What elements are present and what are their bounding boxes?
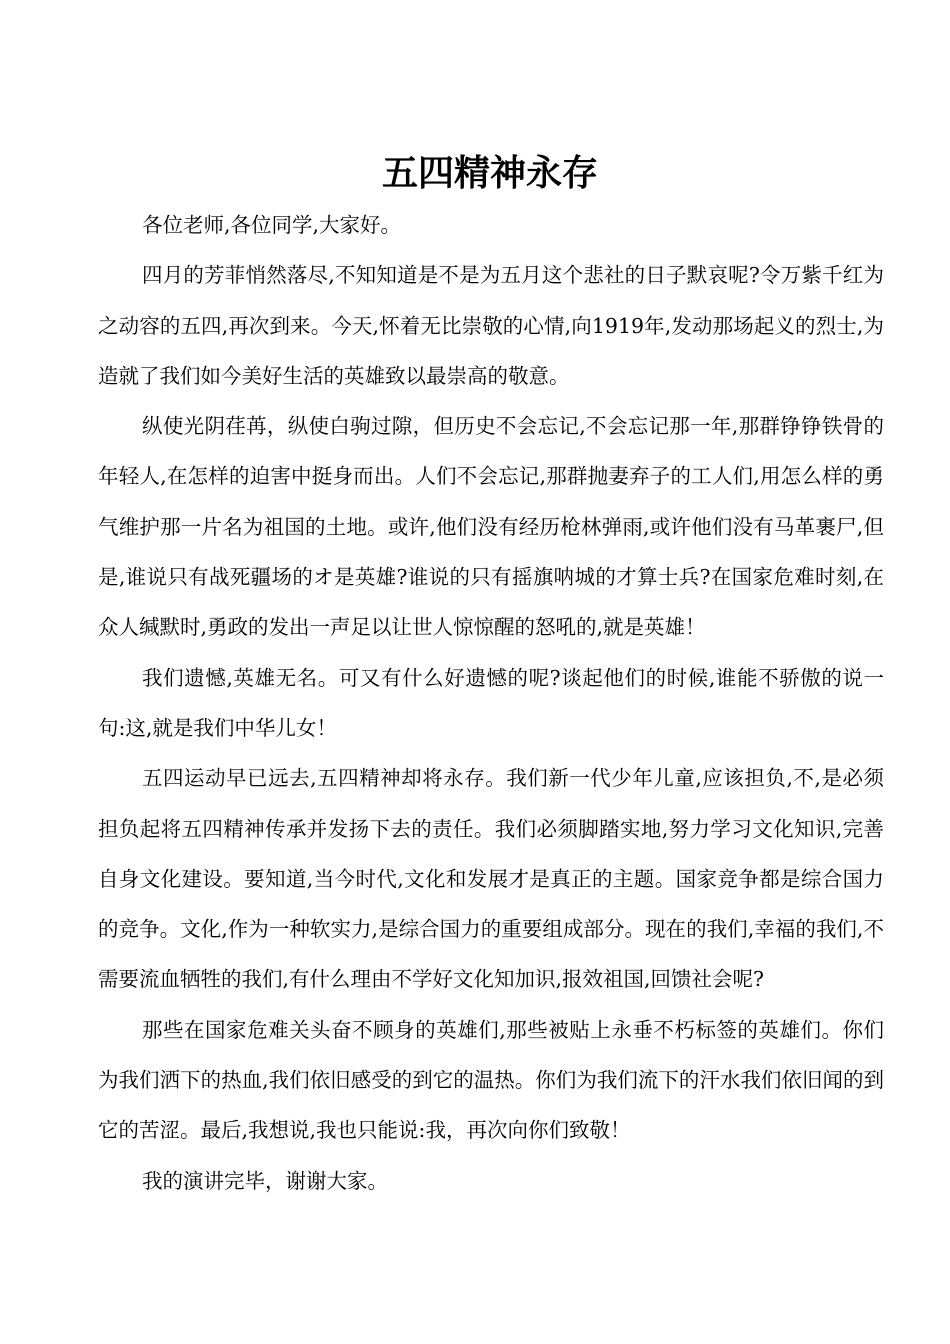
paragraph-tribute: 四月的芳菲悄然落尽,不知知道是不是为五月这个悲社的日子默哀呢?令万紫千红为之动容的五四,再次到来。今天,怀着无比崇敬的心情,向1919年,发动那场起义的烈士,为造就了我们如今美好生活的英雄致以最崇高的敬意。 [98,263,884,388]
paragraph-responsibility: 五四运动早已远去,五四精神却将永存。我们新一代少年儿童,应该担负,不,是必须担负起将五四精神传承并发扬下去的责任。我们必须脚踏实地,努力学习文化知识,完善自身文化建设。要知道,当今时代,文化和发展才是真正的主题。国家竞争都是综合国力的竞争。文化,作为一种软实力,是综合国力的重要组成部分。现在的我们,幸福的我们,不需要流血牺牲的我们,有什么理由不学好文化知加识,报效祖国,回馈社会呢? [98,766,884,992]
paragraph-salute: 那些在国家危难关头奋不顾身的英雄们,那些被贴上永垂不朽标签的英雄们。你们为我们洒下的热血,我们依旧感受的到它的温热。你们为我们流下的汗水我们依旧闻的到它的苦涩。最后,我想说,我也只能说:我，再次向你们致敬！ [98,1017,884,1143]
paragraph-greeting: 各位老师,各位同学,大家好。 [142,213,402,237]
paragraph-nameless-heroes: 我们遗憾,英雄无名。可又有什么好遗憾的呢?谈起他们的时候,谁能不骄傲的说一句:这,就是我们中华儿女！ [98,665,884,740]
document-title: 五四精神永存 [381,153,598,194]
paragraph-history: 纵使光阴荏苒，纵使白驹过隙，但历史不会忘记,不会忘记那一年,那群铮铮铁骨的年轻人,在怎样的迫害中挺身而出。人们不会忘记,那群抛妻弃子的工人们,用怎么样的勇气维护那一片名为祖国的土地。或许,他们没有经历枪林弹雨,或许他们没有马革裹尸,但是,谁说只有战死疆场的オ是英雄?谁说的只有摇旗呐城的才算士兵?在国家危难时刻,在众人缄默时,勇政的发出一声足以让世人惊惊醒的怒吼的,就是英雄！ [98,414,884,640]
paragraph-closing: 我的演讲完毕，谢谢大家。 [142,1168,388,1193]
document-body [98,200,884,1206]
